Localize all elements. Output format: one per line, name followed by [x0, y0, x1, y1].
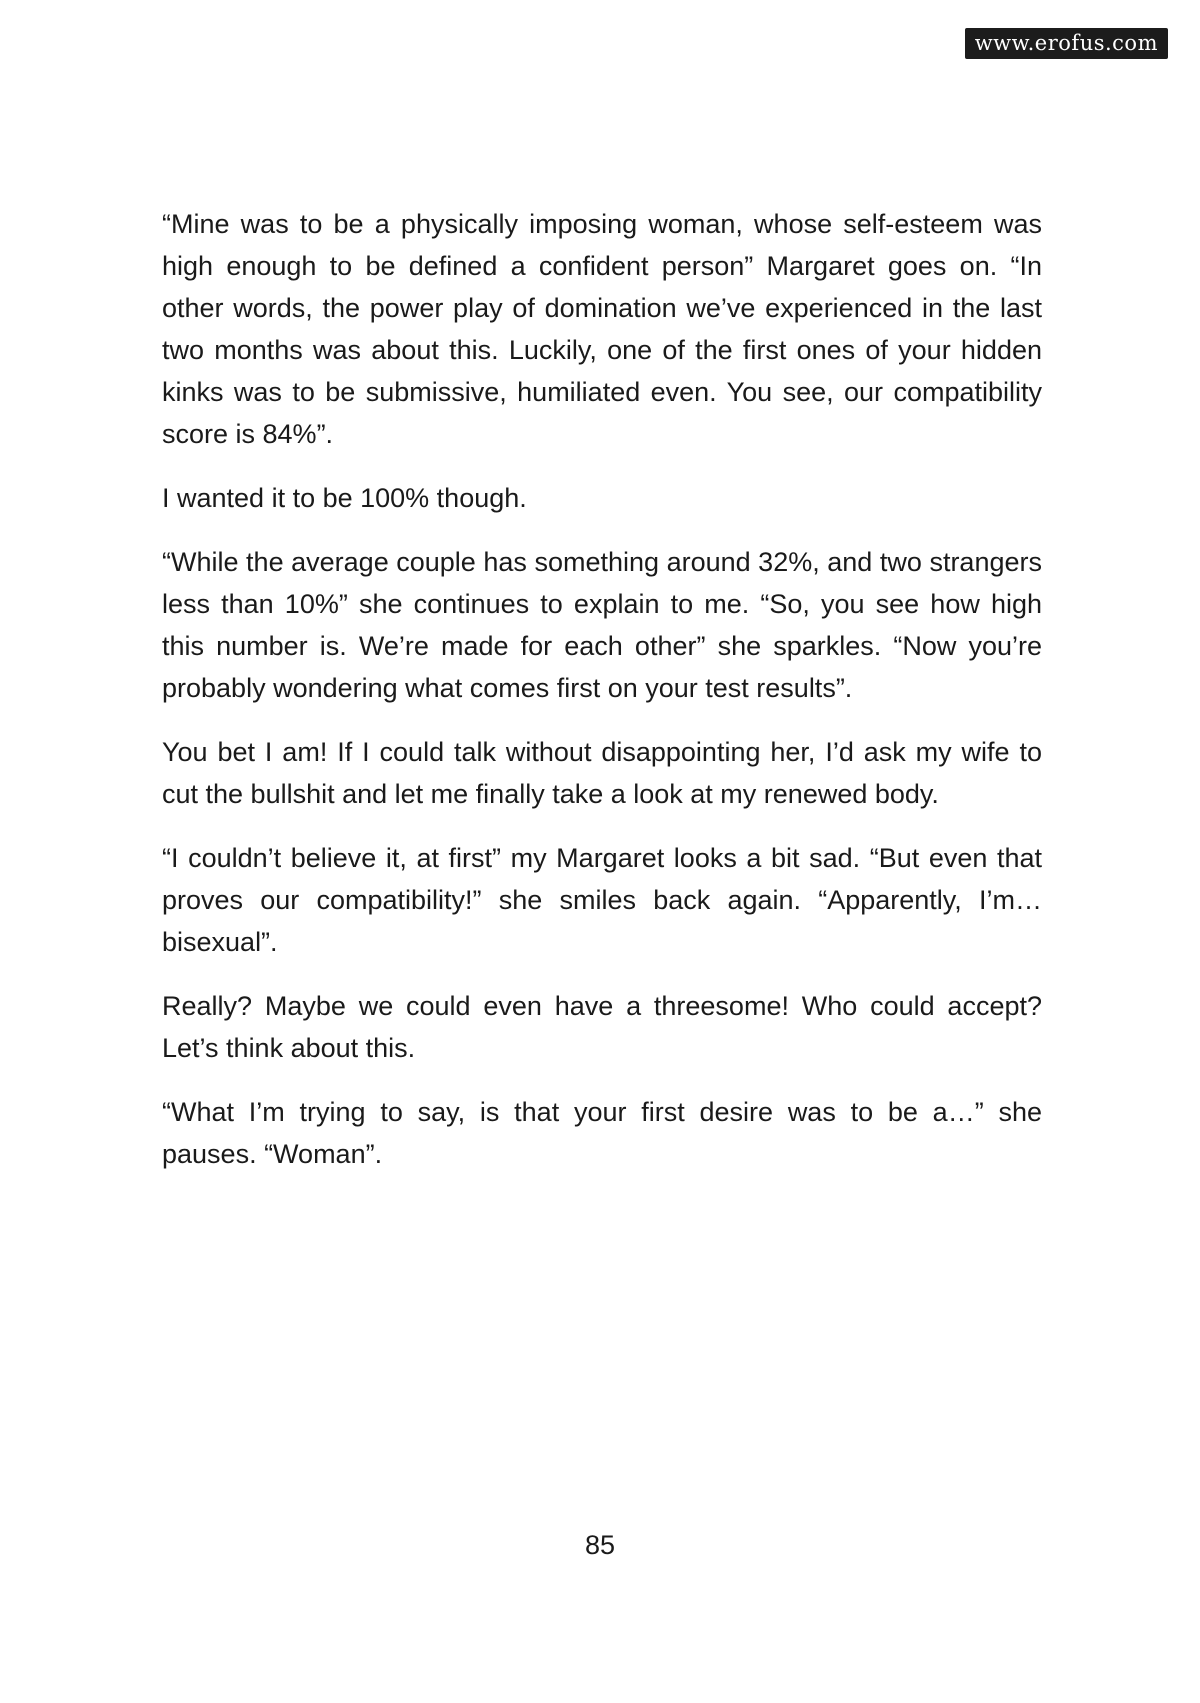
paragraph: You bet I am! If I could talk without disappointing her, I’d ask my wife to cut the bullshit and let me finally take a look at my renewed body.: [162, 737, 1042, 809]
watermark-logo: www.erofus.com: [965, 28, 1168, 59]
paragraph: “What I’m trying to say, is that your first desire was to be a…” she pauses. “Woman”.: [162, 1097, 1042, 1169]
paragraph: Really? Maybe we could even have a threesome! Who could accept? Let’s think about this.: [162, 991, 1042, 1063]
paragraph: “I couldn’t believe it, at first” my Margaret looks a bit sad. “But even that proves our compatibility!” she smiles back again. “Apparently, I’m… bisexual”.: [162, 843, 1042, 957]
body-text: [162, 203, 1042, 1197]
paragraph: “Mine was to be a physically imposing woman, whose self-esteem was high enough to be defined a confident person” Margaret goes on. “In other words, the power play of domination we’ve experienced in the last two months was about this. Luckily, one of the first ones of your hidden kinks was to be submissive, humiliated even. You see, our compatibility score is 84%”.: [162, 209, 1042, 449]
paragraph: I wanted it to be 100% though.: [162, 483, 527, 513]
paragraph: “While the average couple has something around 32%, and two strangers less than 10%” she continues to explain to me. “So, you see how high this number is. We’re made for each other” she sparkles. “Now you’re probably wondering what comes first on your test results”.: [162, 547, 1042, 703]
page-number: 85: [584, 1530, 616, 1560]
